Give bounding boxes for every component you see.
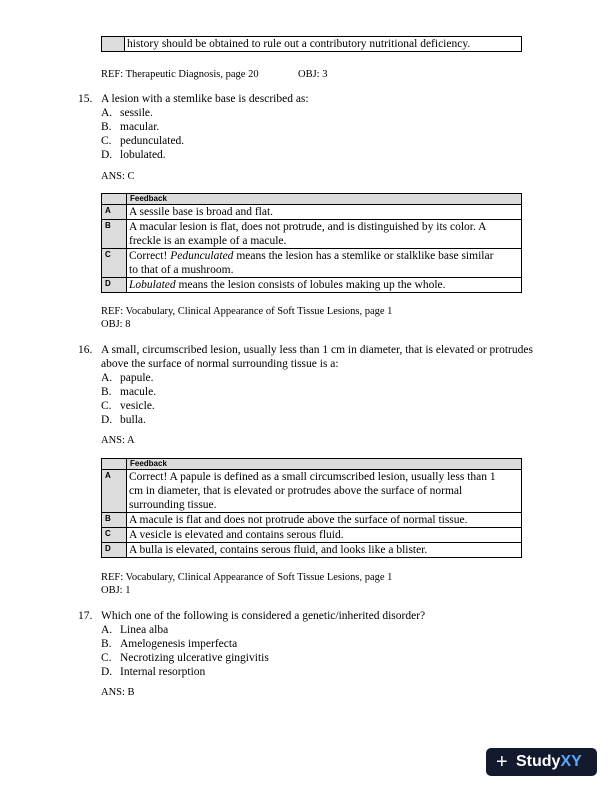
ref-line: REF: Vocabulary, Clinical Appearance of Soft Tissue Lesions, page 1 bbox=[101, 306, 393, 317]
option-letter: D. bbox=[101, 666, 113, 678]
obj-line: OBJ: 8 bbox=[101, 319, 131, 330]
option-letter: A. bbox=[101, 107, 113, 119]
obj-line: OBJ: 3 bbox=[298, 69, 328, 80]
option-letter: C. bbox=[101, 652, 112, 664]
option-letter: D. bbox=[101, 149, 113, 161]
feedback-text bbox=[127, 278, 522, 293]
option-letter: A. bbox=[101, 624, 113, 636]
feedback-text: A sessile base is broad and flat. bbox=[127, 205, 522, 220]
feedback-term: Pedunculated bbox=[170, 250, 234, 262]
feedback-table bbox=[101, 193, 522, 293]
plus-icon: + bbox=[496, 751, 508, 773]
answer-line: ANS: A bbox=[101, 435, 135, 446]
feedback-line: to that of a mushroom. bbox=[129, 264, 234, 276]
feedback-text bbox=[127, 249, 522, 278]
option-text: Necrotizing ulcerative gingivitis bbox=[120, 652, 269, 664]
feedback-text bbox=[127, 470, 522, 513]
option-text: pedunculated. bbox=[120, 135, 185, 147]
question-number: 17. bbox=[78, 610, 93, 622]
studyxy-badge[interactable] bbox=[486, 748, 597, 776]
option-text: Linea alba bbox=[120, 624, 169, 636]
feedback-key: D bbox=[102, 278, 127, 293]
feedback-table bbox=[101, 458, 522, 558]
answer-line: ANS: B bbox=[101, 687, 135, 698]
feedback-key: A bbox=[102, 205, 127, 220]
option-text: Internal resorption bbox=[120, 666, 206, 678]
feedback-text bbox=[127, 220, 522, 249]
feedback-header-spacer bbox=[102, 459, 127, 470]
feedback-line: Correct! A papule is defined as a small circumscribed lesion, usually less than 1 bbox=[129, 471, 496, 483]
feedback-key: D bbox=[102, 543, 127, 558]
brand-accent: XY bbox=[560, 753, 582, 770]
option-text: vesicle. bbox=[120, 400, 155, 412]
feedback-text: history should be obtained to rule out a contributory nutritional deficiency. bbox=[125, 37, 522, 52]
option-text: macule. bbox=[120, 386, 157, 398]
option-letter: B. bbox=[101, 121, 112, 133]
feedback-key-cell bbox=[102, 37, 125, 52]
feedback-key: C bbox=[102, 528, 127, 543]
feedback-header-spacer bbox=[102, 194, 127, 205]
option-letter: D. bbox=[101, 414, 113, 426]
feedback-key: A bbox=[102, 470, 127, 513]
question-number: 16. bbox=[78, 344, 93, 356]
feedback-line: means the lesion consists of lobules making up the whole. bbox=[175, 279, 446, 291]
option-text: papule. bbox=[120, 372, 154, 384]
question-stem: A lesion with a stemlike base is described as: bbox=[101, 93, 309, 105]
option-text: macular. bbox=[120, 121, 160, 133]
feedback-line: surrounding tissue. bbox=[129, 499, 217, 511]
option-text: Amelogenesis imperfecta bbox=[120, 638, 238, 650]
feedback-line: A macular lesion is flat, does not protrude, and is distinguished by its color. A bbox=[129, 221, 487, 233]
feedback-key: B bbox=[102, 220, 127, 249]
ref-line: REF: Therapeutic Diagnosis, page 20 bbox=[101, 69, 259, 80]
feedback-line: cm in diameter, that is elevated or protrudes above the surface of normal bbox=[129, 485, 463, 497]
feedback-term: Lobulated bbox=[129, 279, 176, 291]
feedback-text: A vesicle is elevated and contains serous fluid. bbox=[127, 528, 522, 543]
option-letter: C. bbox=[101, 135, 112, 147]
answer-line: ANS: C bbox=[101, 171, 135, 182]
option-letter: C. bbox=[101, 400, 112, 412]
brand-name bbox=[516, 748, 582, 776]
feedback-header: Feedback bbox=[127, 194, 522, 205]
ref-line: REF: Vocabulary, Clinical Appearance of Soft Tissue Lesions, page 1 bbox=[101, 572, 393, 583]
obj-line: OBJ: 1 bbox=[101, 585, 131, 596]
feedback-key: C bbox=[102, 249, 127, 278]
option-text: sessile. bbox=[120, 107, 153, 119]
brand-study: Study bbox=[516, 753, 561, 770]
option-text: lobulated. bbox=[120, 149, 166, 161]
option-letter: A. bbox=[101, 372, 113, 384]
question-stem: A small, circumscribed lesion, usually less than 1 cm in diameter, that is elevated or protrudes bbox=[101, 344, 533, 356]
feedback-text: A bulla is elevated, contains serous fluid, and looks like a blister. bbox=[127, 543, 522, 558]
question-stem: Which one of the following is considered a genetic/inherited disorder? bbox=[101, 610, 426, 622]
feedback-prefix: Correct! bbox=[129, 250, 171, 262]
question-stem: above the surface of normal surrounding tissue is a: bbox=[101, 358, 339, 370]
question-number: 15. bbox=[78, 93, 93, 105]
feedback-line: freckle is an example of a macule. bbox=[129, 235, 287, 247]
feedback-header: Feedback bbox=[127, 459, 522, 470]
feedback-key: B bbox=[102, 513, 127, 528]
feedback-line: means the lesion has a stemlike or stalklike base similar bbox=[233, 250, 494, 262]
feedback-text: A macule is flat and does not protrude above the surface of normal tissue. bbox=[127, 513, 522, 528]
option-letter: B. bbox=[101, 386, 112, 398]
feedback-table-fragment bbox=[101, 36, 522, 52]
option-letter: B. bbox=[101, 638, 112, 650]
option-text: bulla. bbox=[120, 414, 146, 426]
